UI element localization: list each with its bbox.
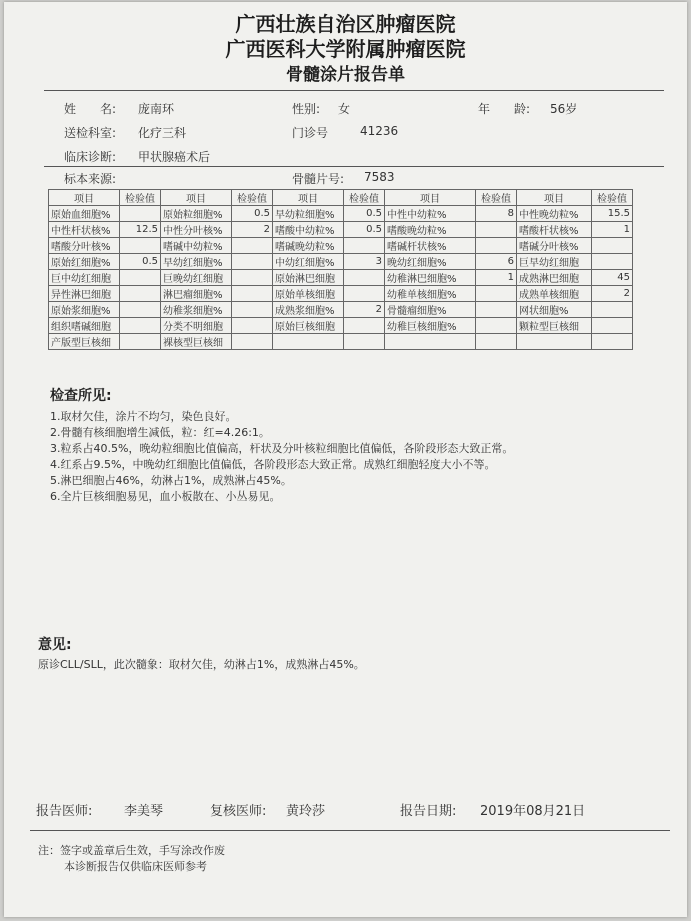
value-cell [592,254,633,270]
item-cell: 分类不明细胞 [161,318,232,334]
value-cell: 1 [592,222,633,238]
value-cell: 0.5 [344,206,385,222]
table-row [49,254,633,270]
item-cell: 巨晚幼红细胞 [161,270,232,286]
hospital-name-2: 广西医科大学附属肿瘤医院 [225,37,466,61]
table-header-cell: 检验值 [592,190,633,206]
item-cell: 骨髓瘤细胞% [385,302,476,318]
table-header-cell: 检验值 [232,190,273,206]
note-line-1: 注：签字或盖章后生效，手写涂改作废 [38,844,225,857]
report-paper [4,2,687,917]
value-cell [476,334,517,350]
value-cell [344,286,385,302]
value-cell: 12.5 [120,222,161,238]
value-cell: 0.5 [344,222,385,238]
value-cell [476,302,517,318]
item-cell: 嗜酸分叶核% [49,238,120,254]
value-cell: 2 [592,286,633,302]
item-cell: 幼稚淋巴细胞% [385,270,476,286]
dept-label: 送检科室: [64,126,117,140]
value-cell [592,334,633,350]
table-row [49,270,633,286]
value-cell [592,318,633,334]
slide-value: 7583 [364,170,395,184]
item-cell: 嗜酸中幼粒% [273,222,344,238]
value-cell [232,334,273,350]
item-cell: 幼稚浆细胞% [161,302,232,318]
finding-item: 4.红系占9.5%，中晚幼红细胞比值偏低，各阶段形态大致正常。成熟红细胞轻度大小不等。 [50,458,496,471]
item-cell: 组织嗜碱细胞 [49,318,120,334]
value-cell: 6 [476,254,517,270]
value-cell [120,286,161,302]
item-cell: 产版型巨核细 [49,334,120,350]
item-cell [517,334,592,350]
item-cell: 嗜酸杆状核% [517,222,592,238]
slide-label: 骨髓片号: [292,172,345,186]
value-cell [120,206,161,222]
item-cell: 中性杆状核% [49,222,120,238]
value-cell: 8 [476,206,517,222]
date-label: 报告日期: [400,804,457,819]
item-cell: 成熟浆细胞% [273,302,344,318]
value-cell: 45 [592,270,633,286]
item-cell: 嗜碱中幼粒% [161,238,232,254]
clinic-value: 41236 [360,124,399,138]
finding-item: 1.取材欠佳，涂片不均匀，染色良好。 [50,410,237,423]
finding-item: 6.全片巨核细胞易见，血小板散在、小丛易见。 [50,490,281,503]
diagnosis-label: 临床诊断: [64,150,117,164]
value-cell: 2 [232,222,273,238]
value-cell [232,254,273,270]
item-cell: 异性淋巴细胞 [49,286,120,302]
item-cell: 晚幼红细胞% [385,254,476,270]
value-cell [120,302,161,318]
item-cell: 原始血细胞% [49,206,120,222]
item-cell: 成熟淋巴细胞 [517,270,592,286]
item-cell [273,334,344,350]
value-cell [344,238,385,254]
table-row [49,318,633,334]
diagnosis-value: 甲状腺癌术后 [138,150,211,164]
value-cell [120,318,161,334]
value-cell [476,238,517,254]
age-value: 56岁 [550,102,578,116]
findings-heading: 检查所见: [50,388,112,404]
report-date: 2019年08月21日 [480,804,586,819]
value-cell [476,318,517,334]
value-cell [232,302,273,318]
item-cell: 原始浆细胞% [49,302,120,318]
item-cell: 成熟单核细胞 [517,286,592,302]
table-header-cell: 检验值 [344,190,385,206]
finding-item: 2.骨髓有核细胞增生减低，粒：红=4.26:1。 [50,426,270,439]
value-cell [120,270,161,286]
item-cell: 幼稚巨核细胞% [385,318,476,334]
table-row [49,222,633,238]
reviewer-signature: 黄玲莎 [286,804,326,819]
header-divider [44,90,664,91]
item-cell: 中性分叶核% [161,222,232,238]
value-cell [476,222,517,238]
value-cell: 15.5 [592,206,633,222]
value-cell [344,334,385,350]
item-cell [385,334,476,350]
value-cell [232,318,273,334]
footer-divider [30,830,670,831]
table-header-cell: 项目 [161,190,232,206]
opinion-text: 原诊CLL/SLL，此次髓象：取材欠佳，幼淋占1%，成熟淋占45%。 [38,658,365,671]
value-cell [344,318,385,334]
value-cell [232,270,273,286]
table-row [49,302,633,318]
item-cell: 中性晚幼粒% [517,206,592,222]
sex-label: 性别: [292,102,321,116]
item-cell: 原始粒细胞% [161,206,232,222]
item-cell: 巨早幼红细胞 [517,254,592,270]
table-header-row [49,190,633,206]
table-header-cell: 项目 [273,190,344,206]
item-cell: 嗜碱分叶核% [517,238,592,254]
item-cell: 原始淋巴细胞 [273,270,344,286]
specimen-label: 标本来源: [64,172,117,186]
item-cell: 嗜酸晚幼粒% [385,222,476,238]
item-cell: 幼稚单核细胞% [385,286,476,302]
table-row [49,334,633,350]
item-cell: 中幼红细胞% [273,254,344,270]
item-cell: 中性中幼粒% [385,206,476,222]
table-row [49,238,633,254]
sex-value: 女 [338,102,351,116]
dept-value: 化疗三科 [138,126,187,140]
table-header-cell: 项目 [49,190,120,206]
table-row [49,286,633,302]
marrow-count-table [48,189,633,350]
table-header-cell: 项目 [385,190,476,206]
note-line-2: 本诊断报告仅供临床医师参考 [64,860,207,873]
item-cell: 早幼红细胞% [161,254,232,270]
info-divider [44,166,664,167]
name-value: 庞南环 [138,102,175,116]
table-header-cell: 检验值 [120,190,161,206]
opinion-heading: 意见: [38,637,72,653]
item-cell: 原始单核细胞 [273,286,344,302]
value-cell [592,302,633,318]
value-cell: 1 [476,270,517,286]
value-cell [232,238,273,254]
item-cell: 颗粒型巨核细 [517,318,592,334]
value-cell [232,286,273,302]
finding-item: 5.淋巴细胞占46%，幼淋占1%，成熟淋占45%。 [50,474,292,487]
item-cell: 巨中幼红细胞 [49,270,120,286]
report-title: 骨髓涂片报告单 [286,65,405,85]
age-label: 年 龄: [478,102,531,116]
value-cell: 0.5 [120,254,161,270]
table-row [49,206,633,222]
doctor-signature: 李美琴 [124,804,164,819]
finding-item: 3.粒系占40.5%，晚幼粒细胞比值偏高，杆状及分叶核粒细胞比值偏低，各阶段形态大致正常。 [50,442,514,455]
value-cell: 3 [344,254,385,270]
item-cell: 原始巨核细胞 [273,318,344,334]
item-cell: 网状细胞% [517,302,592,318]
value-cell [120,334,161,350]
hospital-name-1: 广西壮族自治区肿瘤医院 [235,12,456,36]
clinic-label: 门诊号 [292,126,329,140]
item-cell: 淋巴瘤细胞% [161,286,232,302]
item-cell: 裸核型巨核细 [161,334,232,350]
reviewer-label: 复核医师: [210,804,267,819]
value-cell [476,286,517,302]
value-cell [592,238,633,254]
doctor-label: 报告医师: [36,804,93,819]
name-label: 姓 名: [64,102,117,116]
item-cell: 原始红细胞% [49,254,120,270]
item-cell: 嗜碱杆状核% [385,238,476,254]
item-cell: 嗜碱晚幼粒% [273,238,344,254]
value-cell [344,270,385,286]
value-cell: 2 [344,302,385,318]
value-cell [120,238,161,254]
table-header-cell: 项目 [517,190,592,206]
item-cell: 早幼粒细胞% [273,206,344,222]
value-cell: 0.5 [232,206,273,222]
table-header-cell: 检验值 [476,190,517,206]
